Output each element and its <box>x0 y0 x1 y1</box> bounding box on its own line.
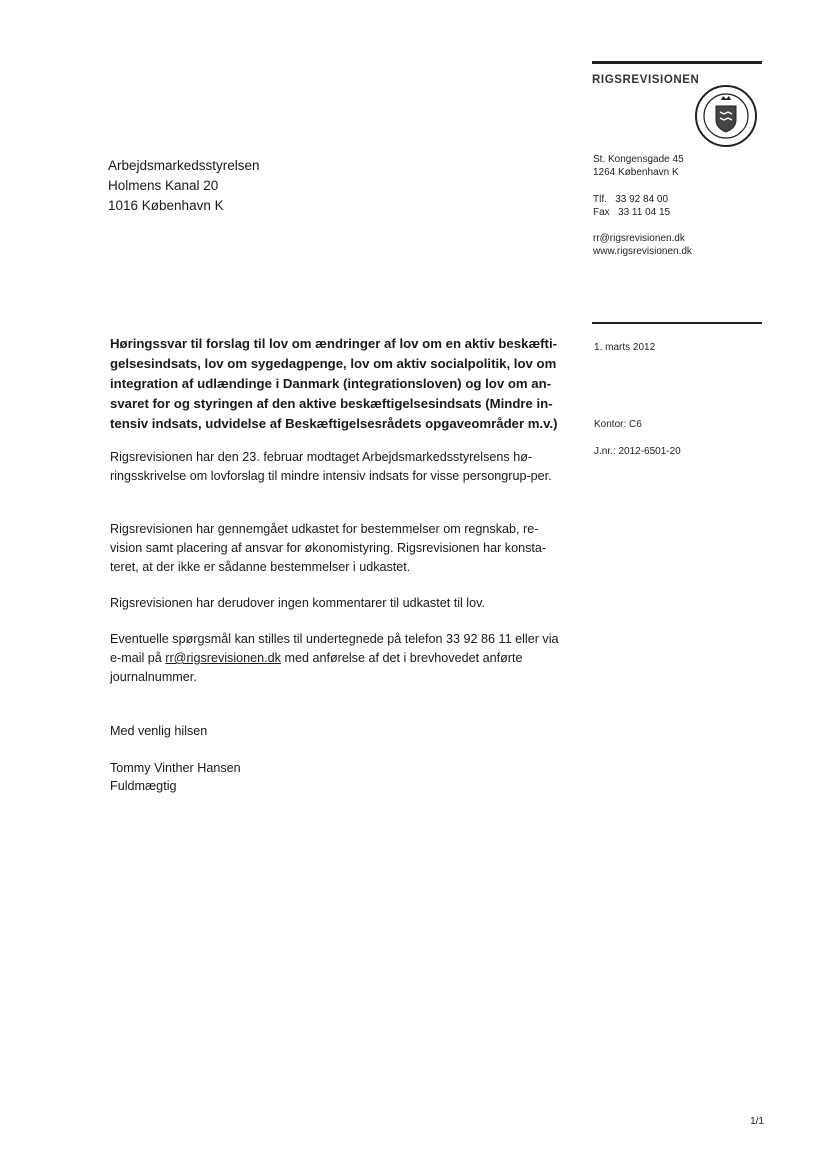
phone-line: Tlf. 33 92 84 00 <box>593 194 669 205</box>
meta-divider-rule <box>592 322 762 324</box>
address-line: St. Kongensgade 45 <box>593 154 684 165</box>
signer-title: Fuldmægtig <box>110 779 177 793</box>
body-paragraph-4 <box>110 630 565 687</box>
sender-name: RIGSREVISIONEN <box>592 74 700 86</box>
letterhead-top-rule <box>592 61 762 64</box>
closing-greeting: Med venlig hilsen <box>110 724 208 738</box>
letter-date: 1. marts 2012 <box>594 342 656 353</box>
sender-phone <box>593 194 670 219</box>
address-line: 1264 København K <box>593 166 679 178</box>
paragraph-text: med anførelse af det i brevhovedet anførte journalnummer. <box>110 651 523 684</box>
recipient-line: 1016 København K <box>108 198 224 213</box>
office-code: Kontor: C6 <box>594 419 642 430</box>
recipient-address <box>108 156 260 216</box>
website-line[interactable]: www.rigsrevisionen.dk <box>593 245 692 257</box>
journal-number: J.nr.: 2012-6501-20 <box>594 446 681 457</box>
body-paragraph-1: Rigsrevisionen har den 23. februar modtaget Arbejdsmarkedsstyrelsens hø-ringsskrivelse om lovforslag til mindre intensiv indsats for visse persongrup-per. <box>110 450 552 483</box>
recipient-line: Arbejdsmarkedsstyrelsen <box>108 158 260 173</box>
fax-line: Fax 33 11 04 15 <box>593 206 671 218</box>
folketinget-seal-icon <box>694 84 758 148</box>
email-link[interactable]: rr@rigsrevisionen.dk <box>165 651 281 665</box>
sender-address <box>593 154 684 179</box>
body-paragraph-3: Rigsrevisionen har derudover ingen kommentarer til udkastet til lov. <box>110 596 485 610</box>
recipient-line: Holmens Kanal 20 <box>108 178 219 193</box>
paragraph-text: Eventuelle spørgsmål kan stilles til undertegnede på telefon 33 92 86 11 eller via e-mail på <box>110 632 559 665</box>
email-line[interactable]: rr@rigsrevisionen.dk <box>593 233 685 244</box>
sender-web <box>593 233 692 258</box>
signer-name: Tommy Vinther Hansen <box>110 761 241 775</box>
page-number: 1/1 <box>750 1116 764 1127</box>
letter-subject: Høringssvar til forslag til lov om ændringer af lov om en aktiv beskæfti-gelsesindsats, lov om sygedagpenge, lov om aktiv socialpolitik, lov om integration af udlændinge i Danmark (integrationsloven) og lov om an-svaret for og styringen af den aktive beskæftigelsesindsats (Mindre in-tensiv indsats, udvidelse af Beskæftigelsesrådets opgaveområder m.v.) <box>110 336 558 431</box>
body-paragraph-2: Rigsrevisionen har gennemgået udkastet for bestemmelser om regnskab, re-vision samt placering af ansvar for økonomistyring. Rigsrevisionen har konsta-teret, at der ikke er sådanne bestemmelser i udkastet. <box>110 522 547 574</box>
